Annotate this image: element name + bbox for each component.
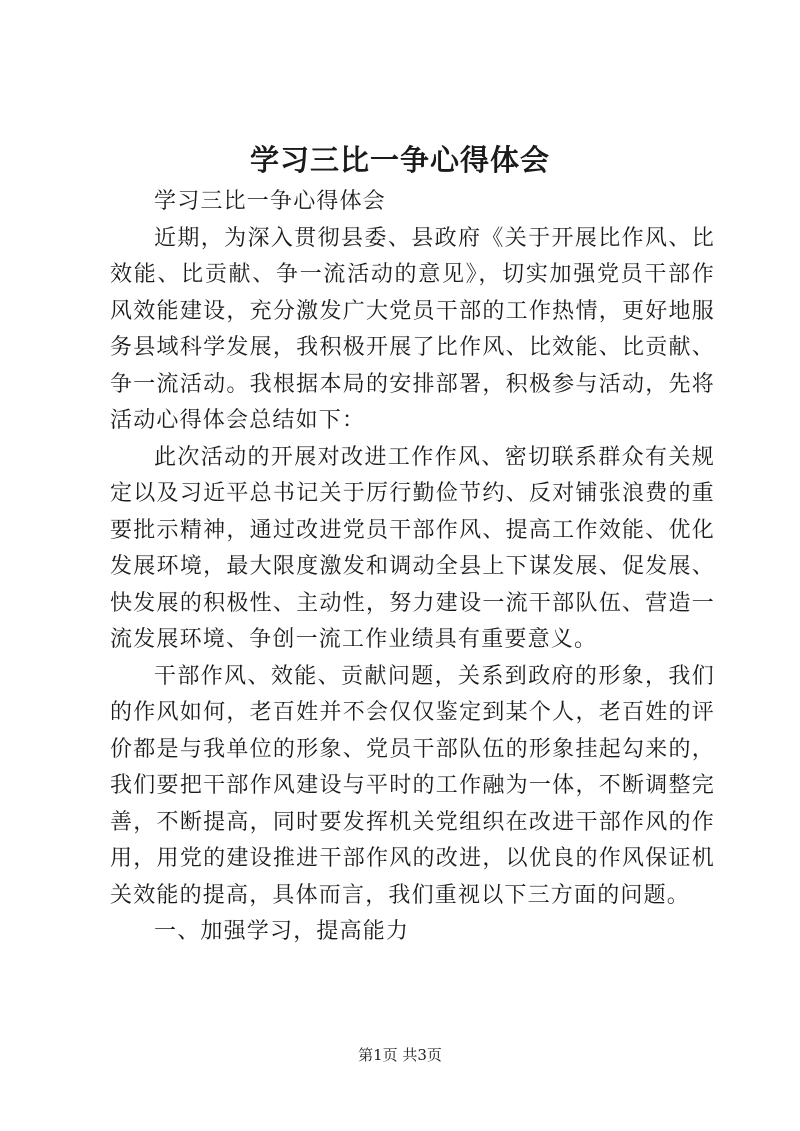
paragraph-cadre-style: 干部作风、效能、贡献问题，关系到政府的形象，我们的作风如何，老百姓并不会仅仅鉴定到某个人，老百姓的评价都是与我单位的形象、党员干部队伍的形象挂起勾来的，我们要把干部作风建设与平时的工作融为一体，不断调整完善，不断提高，同时要发挥机关党组织在改进干部作风的作用，用党的建设推进干部作风的改进，以优良的作风保证机关效能的提高，具体而言，我们重视以下三方面的问题。 [110, 663, 715, 908]
document-title: 学习三比一争心得体会 [249, 143, 550, 177]
document-body [110, 184, 715, 951]
paragraph-significance: 此次活动的开展对改进工作作风、密切联系群众有关规定以及习近平总书记关于厉行勤俭节约、反对铺张浪费的重要批示精神，通过改进党员干部作风、提高工作效能、优化发展环境，最大限度激发和调动全县上下谋发展、促发展、快发展的积极性、主动性，努力建设一流干部队伍、营造一流发展环境、争创一流工作业绩具有重要意义。 [110, 444, 715, 652]
page-footer: 第1页 共3页 [358, 1046, 442, 1064]
paragraph-section-heading: 一、加强学习，提高能力 [154, 919, 410, 944]
paragraph-subtitle: 学习三比一争心得体会 [154, 189, 387, 214]
paragraph-intro: 近期，为深入贯彻县委、县政府《关于开展比作风、比效能、比贡献、争一流活动的意见》，切实加强党员干部作风效能建设，充分激发广大党员干部的工作热情，更好地服务县域科学发展，我积极开展了比作风、比效能、比贡献、争一流活动。我根据本局的安排部署，积极参与活动，先将活动心得体会总结如下： [110, 225, 715, 433]
